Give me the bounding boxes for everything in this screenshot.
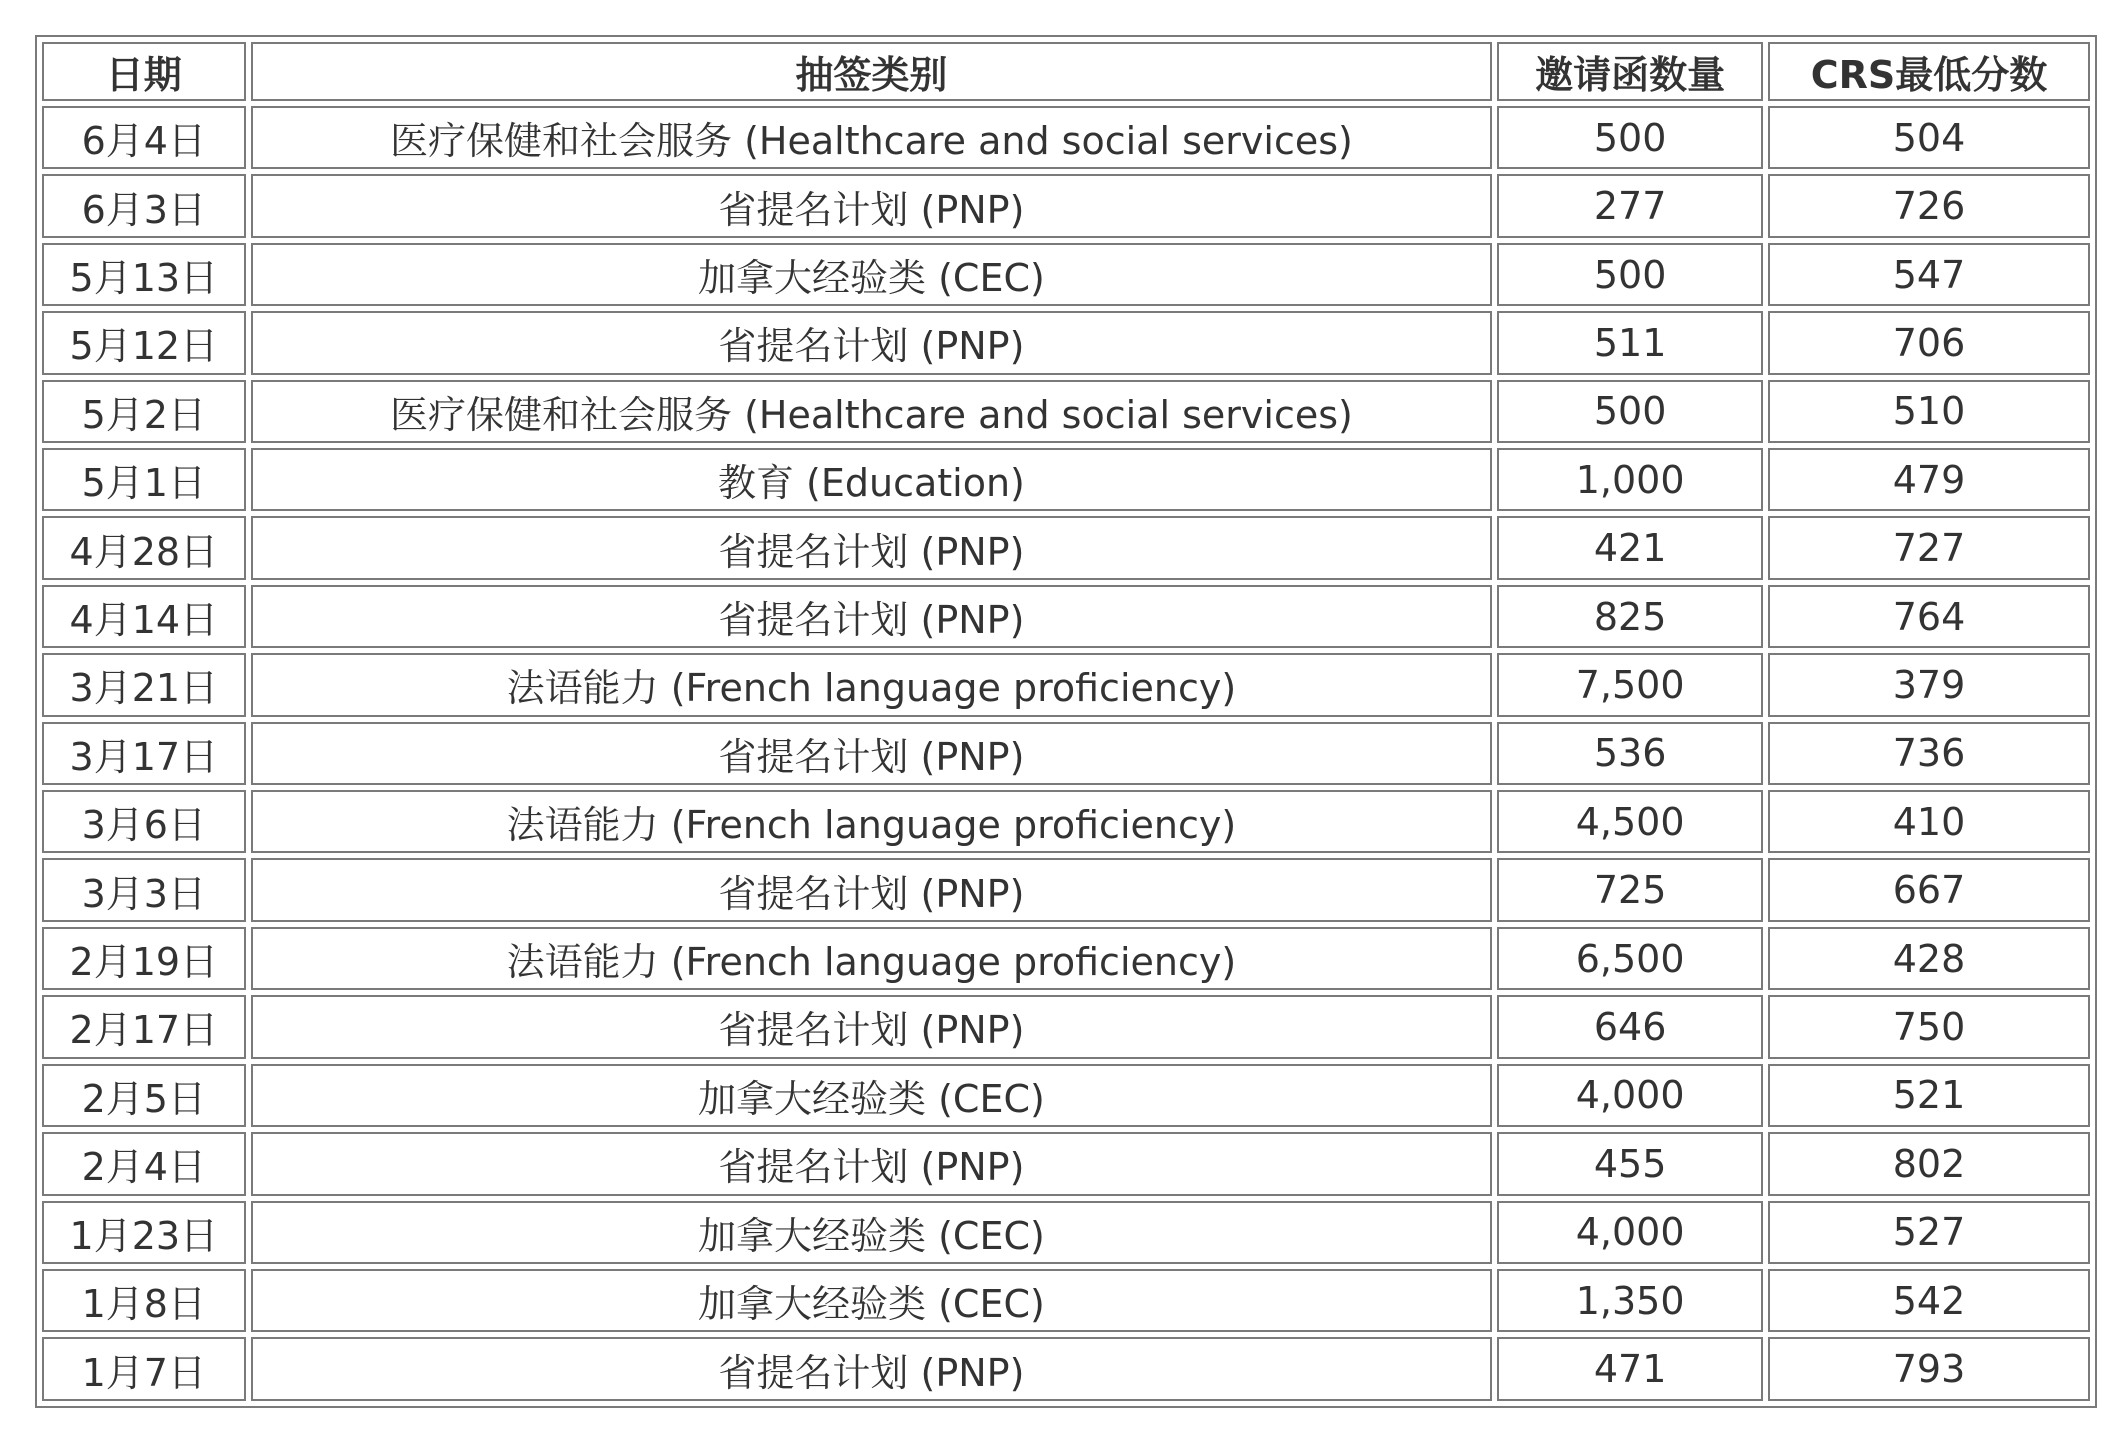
cell-category: 法语能力 (French language proficiency) bbox=[251, 790, 1493, 853]
cell-invitations: 1,350 bbox=[1497, 1269, 1763, 1332]
table-row bbox=[42, 516, 2090, 579]
cell-min-crs: 428 bbox=[1768, 927, 2090, 990]
cell-date: 3月17日 bbox=[42, 722, 246, 785]
cell-date: 3月6日 bbox=[42, 790, 246, 853]
table-row bbox=[42, 106, 2090, 169]
cell-category: 省提名计划 (PNP) bbox=[251, 1132, 1493, 1195]
cell-invitations: 421 bbox=[1497, 516, 1763, 579]
cell-min-crs: 726 bbox=[1768, 174, 2090, 237]
cell-date: 2月17日 bbox=[42, 995, 246, 1058]
cell-invitations: 471 bbox=[1497, 1337, 1763, 1401]
cell-invitations: 277 bbox=[1497, 174, 1763, 237]
cell-date: 2月5日 bbox=[42, 1064, 246, 1127]
cell-invitations: 725 bbox=[1497, 858, 1763, 921]
cell-invitations: 536 bbox=[1497, 722, 1763, 785]
header-category: 抽签类别 bbox=[251, 42, 1493, 101]
cell-category: 加拿大经验类 (CEC) bbox=[251, 243, 1493, 306]
cell-invitations: 500 bbox=[1497, 243, 1763, 306]
table-row bbox=[42, 243, 2090, 306]
cell-date: 4月14日 bbox=[42, 585, 246, 648]
cell-min-crs: 521 bbox=[1768, 1064, 2090, 1127]
cell-invitations: 1,000 bbox=[1497, 448, 1763, 511]
cell-min-crs: 410 bbox=[1768, 790, 2090, 853]
cell-date: 5月2日 bbox=[42, 380, 246, 443]
cell-min-crs: 504 bbox=[1768, 106, 2090, 169]
cell-invitations: 4,000 bbox=[1497, 1201, 1763, 1264]
cell-invitations: 500 bbox=[1497, 106, 1763, 169]
table-row bbox=[42, 927, 2090, 990]
cell-category: 法语能力 (French language proficiency) bbox=[251, 927, 1493, 990]
table-row bbox=[42, 585, 2090, 648]
table-row bbox=[42, 653, 2090, 716]
table-row bbox=[42, 448, 2090, 511]
cell-date: 5月12日 bbox=[42, 311, 246, 374]
cell-category: 省提名计划 (PNP) bbox=[251, 311, 1493, 374]
cell-min-crs: 379 bbox=[1768, 653, 2090, 716]
cell-category: 加拿大经验类 (CEC) bbox=[251, 1064, 1493, 1127]
table-row bbox=[42, 1337, 2090, 1401]
table-row bbox=[42, 790, 2090, 853]
table-row bbox=[42, 858, 2090, 921]
cell-invitations: 511 bbox=[1497, 311, 1763, 374]
cell-invitations: 500 bbox=[1497, 380, 1763, 443]
cell-min-crs: 793 bbox=[1768, 1337, 2090, 1401]
cell-invitations: 7,500 bbox=[1497, 653, 1763, 716]
header-invitations: 邀请函数量 bbox=[1497, 42, 1763, 101]
cell-invitations: 455 bbox=[1497, 1132, 1763, 1195]
cell-min-crs: 802 bbox=[1768, 1132, 2090, 1195]
table-body bbox=[42, 106, 2090, 1401]
table-row bbox=[42, 174, 2090, 237]
cell-invitations: 646 bbox=[1497, 995, 1763, 1058]
cell-date: 4月28日 bbox=[42, 516, 246, 579]
table-row bbox=[42, 311, 2090, 374]
express-entry-draws-table bbox=[35, 35, 2097, 1408]
cell-min-crs: 764 bbox=[1768, 585, 2090, 648]
cell-min-crs: 727 bbox=[1768, 516, 2090, 579]
cell-date: 3月21日 bbox=[42, 653, 246, 716]
cell-min-crs: 667 bbox=[1768, 858, 2090, 921]
cell-date: 2月4日 bbox=[42, 1132, 246, 1195]
table-row bbox=[42, 1064, 2090, 1127]
cell-date: 1月7日 bbox=[42, 1337, 246, 1401]
cell-min-crs: 527 bbox=[1768, 1201, 2090, 1264]
cell-min-crs: 542 bbox=[1768, 1269, 2090, 1332]
table-row bbox=[42, 995, 2090, 1058]
table-header bbox=[42, 42, 2090, 101]
table-row bbox=[42, 1269, 2090, 1332]
cell-date: 1月23日 bbox=[42, 1201, 246, 1264]
cell-category: 省提名计划 (PNP) bbox=[251, 1337, 1493, 1401]
cell-date: 2月19日 bbox=[42, 927, 246, 990]
cell-category: 省提名计划 (PNP) bbox=[251, 995, 1493, 1058]
cell-invitations: 825 bbox=[1497, 585, 1763, 648]
cell-date: 5月13日 bbox=[42, 243, 246, 306]
cell-category: 医疗保健和社会服务 (Healthcare and social services) bbox=[251, 106, 1493, 169]
cell-date: 5月1日 bbox=[42, 448, 246, 511]
cell-category: 省提名计划 (PNP) bbox=[251, 858, 1493, 921]
cell-category: 省提名计划 (PNP) bbox=[251, 722, 1493, 785]
cell-min-crs: 750 bbox=[1768, 995, 2090, 1058]
cell-date: 1月8日 bbox=[42, 1269, 246, 1332]
header-min-crs: CRS最低分数 bbox=[1768, 42, 2090, 101]
cell-date: 6月3日 bbox=[42, 174, 246, 237]
cell-min-crs: 547 bbox=[1768, 243, 2090, 306]
cell-category: 医疗保健和社会服务 (Healthcare and social services) bbox=[251, 380, 1493, 443]
table-row bbox=[42, 1132, 2090, 1195]
cell-category: 加拿大经验类 (CEC) bbox=[251, 1269, 1493, 1332]
cell-category: 教育 (Education) bbox=[251, 448, 1493, 511]
cell-date: 3月3日 bbox=[42, 858, 246, 921]
cell-min-crs: 479 bbox=[1768, 448, 2090, 511]
cell-category: 省提名计划 (PNP) bbox=[251, 516, 1493, 579]
cell-category: 省提名计划 (PNP) bbox=[251, 174, 1493, 237]
cell-invitations: 4,000 bbox=[1497, 1064, 1763, 1127]
header-row bbox=[42, 42, 2090, 101]
table-row bbox=[42, 1201, 2090, 1264]
cell-category: 加拿大经验类 (CEC) bbox=[251, 1201, 1493, 1264]
cell-invitations: 4,500 bbox=[1497, 790, 1763, 853]
header-date: 日期 bbox=[42, 42, 246, 101]
table-row bbox=[42, 722, 2090, 785]
cell-min-crs: 510 bbox=[1768, 380, 2090, 443]
cell-date: 6月4日 bbox=[42, 106, 246, 169]
cell-min-crs: 706 bbox=[1768, 311, 2090, 374]
cell-min-crs: 736 bbox=[1768, 722, 2090, 785]
table-row bbox=[42, 380, 2090, 443]
cell-invitations: 6,500 bbox=[1497, 927, 1763, 990]
cell-category: 省提名计划 (PNP) bbox=[251, 585, 1493, 648]
cell-category: 法语能力 (French language proficiency) bbox=[251, 653, 1493, 716]
